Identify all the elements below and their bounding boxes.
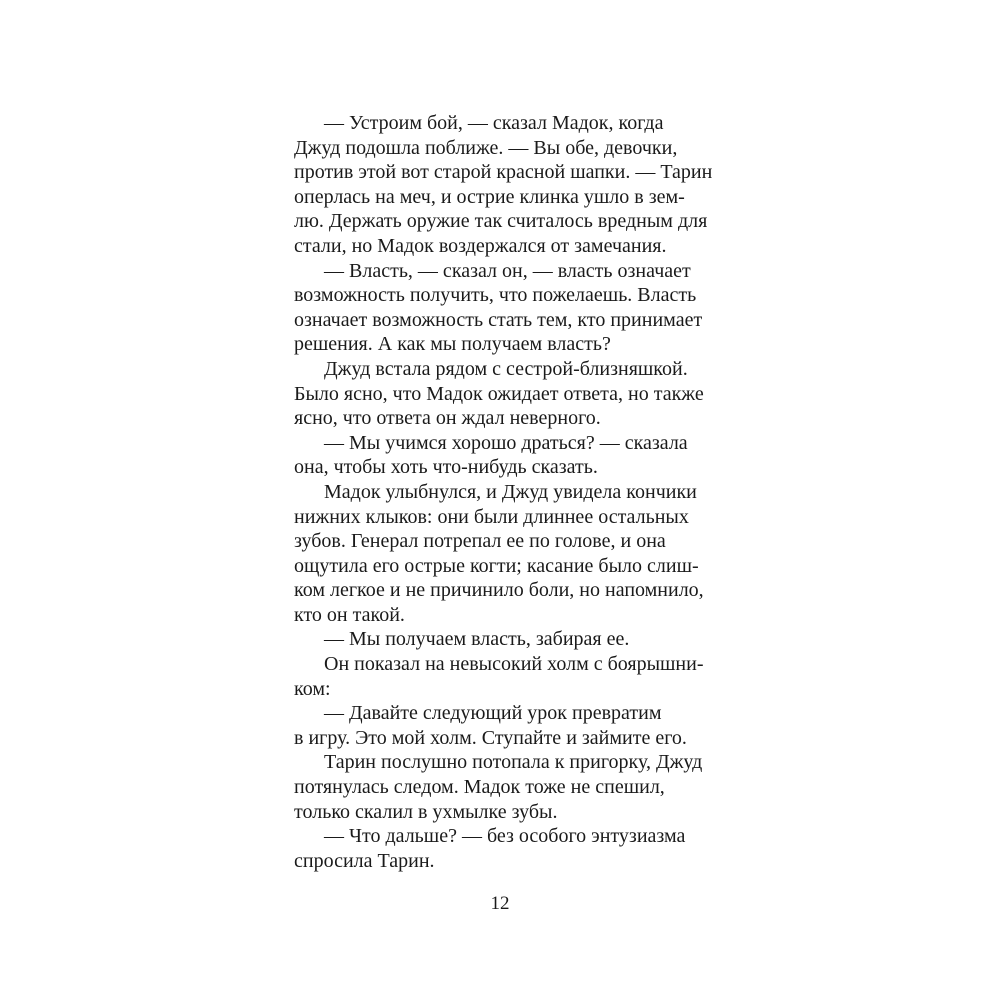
text-line: — Давайте следующий урок превратим [324, 702, 662, 725]
text-line: она, чтобы хоть что-нибудь сказать. [294, 456, 598, 479]
text-line: лю. Держать оружие так считалось вредным для [294, 210, 708, 233]
page-number: 12 [490, 893, 510, 914]
text-line: оперлась на меч, и острие клинка ушло в зем- [294, 185, 685, 208]
text-line: спросила Тарин. [294, 849, 435, 872]
text-line: Тарин послушно потопала к пригорку, Джуд [324, 751, 703, 774]
text-line: — Что дальше? — без особого энтузиазма [324, 825, 686, 848]
text-line: Было ясно, что Мадок ожидает ответа, но также [294, 382, 704, 405]
text-line: Джуд встала рядом с сестрой-близняшкой. [324, 357, 688, 380]
text-line: — Власть, — сказал он, — власть означает [324, 259, 691, 282]
text-line: ясно, что ответа он ждал неверного. [294, 407, 601, 430]
text-line: возможность получить, что пожелаешь. Власть [294, 284, 697, 307]
body-text [294, 111, 740, 873]
text-line: только скалил в ухмылке зубы. [294, 800, 558, 823]
text-line: в игру. Это мой холм. Ступайте и займите его. [294, 726, 687, 749]
text-line: — Мы учимся хорошо драться? — сказала [324, 431, 688, 454]
text-line: потянулась следом. Мадок тоже не спешил, [294, 776, 665, 799]
text-line: ком легкое и не причинило боли, но напомнило, [294, 579, 704, 602]
text-line: стали, но Мадок воздержался от замечания. [294, 234, 667, 257]
text-line: кто он такой. [294, 603, 405, 626]
text-line: решения. А как мы получаем власть? [294, 333, 611, 356]
text-line: ощутила его острые когти; касание было слиш- [294, 554, 699, 577]
text-line: Джуд подошла поближе. — Вы обе, девочки, [294, 136, 678, 159]
text-line: Мадок улыбнулся, и Джуд увидела кончики [324, 480, 697, 503]
text-line: ком: [294, 677, 331, 700]
text-line: нижних клыков: они были длиннее остальных [294, 505, 689, 528]
text-line: — Устроим бой, — сказал Мадок, когда [324, 112, 664, 134]
text-line: против этой вот старой красной шапки. — Тарин [294, 161, 713, 184]
text-line: Он показал на невысокий холм с боярышни- [324, 653, 704, 676]
text-line: означает возможность стать тем, кто принимает [294, 308, 703, 331]
text-line: зубов. Генерал потрепал ее по голове, и она [294, 530, 666, 553]
text-line: — Мы получаем власть, забирая ее. [324, 628, 630, 651]
